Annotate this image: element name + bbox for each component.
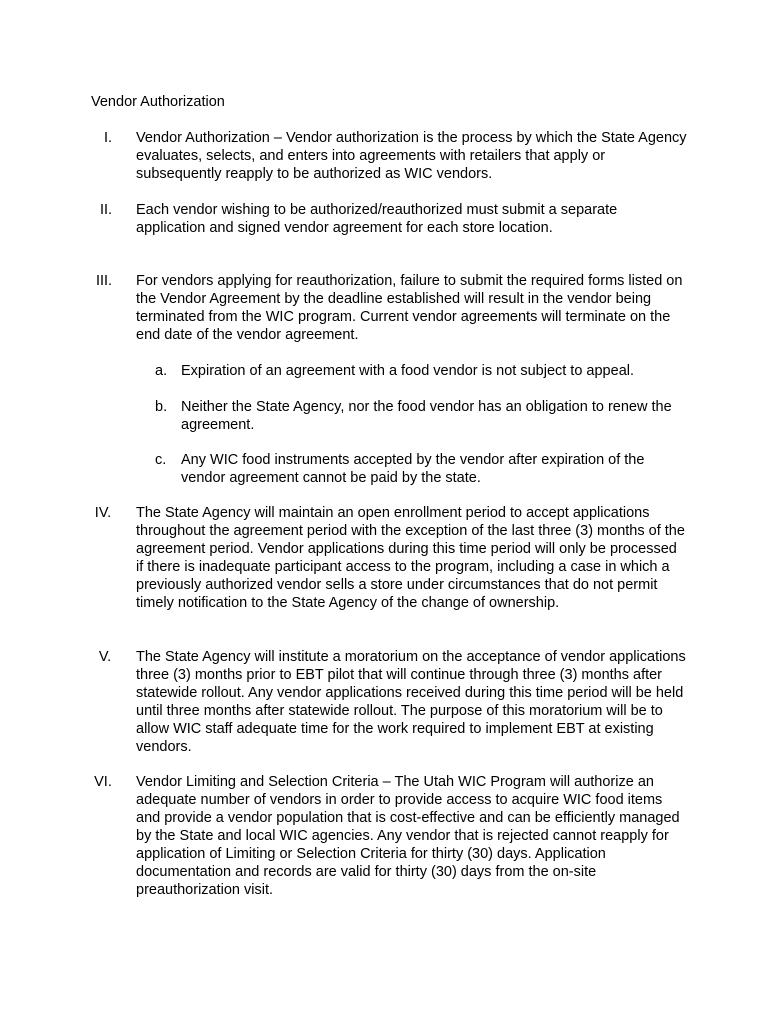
section-numeral: V. [98, 649, 112, 665]
section-text: The State Agency will institute a moratorium on the acceptance of vendor applications three (3) months prior to EBT pilot that will continue through three (3) months after statewide rollout. Any vendor applications received during this time period will be held until three months after statewide rollout. The purpose of this moratorium will be to allow WIC staff adequate time for the work required to implement EBT at existing vendors. [136, 649, 686, 755]
section-text: Vendor Authorization – Vendor authorization is the process by which the State Agency evaluates, selects, and enters into agreements with retailers that apply or subsequently reapply to be authorized as WIC vendors. [136, 130, 687, 182]
subitem-text: Any WIC food instruments accepted by the vendor after expiration of the vendor agreement cannot be paid by the state. [181, 452, 645, 486]
subitem-text: Expiration of an agreement with a food vendor is not subject to appeal. [181, 363, 635, 379]
subitem-letter: c. [155, 452, 167, 468]
section-text: The State Agency will maintain an open enrollment period to accept applications throughout the agreement period with the exception of the last three (3) months of the agreement period. Vendor applications during this time period will only be processed if there is inadequate participant access to the program, including a case in which a previously authorized vendor sells a store under circumstances that do not permit timely notification to the State Agency of the change of ownership. [136, 505, 685, 611]
section-numeral: VI. [94, 774, 112, 790]
page-title: Vendor Authorization [91, 94, 225, 110]
section-numeral: IV. [94, 505, 112, 521]
section-text: Each vendor wishing to be authorized/reauthorized must submit a separate application and signed vendor agreement for each store location. [136, 202, 618, 236]
section-numeral: II. [99, 202, 113, 218]
section-text: For vendors applying for reauthorization, failure to submit the required forms listed on the Vendor Agreement by the deadline established will result in the vendor being terminated from the WIC program. Current vendor agreements will terminate on the end date of the vendor agreement. [136, 273, 683, 343]
section-numeral: III. [95, 273, 113, 289]
subitem-text: Neither the State Agency, nor the food vendor has an obligation to renew the agreement. [181, 399, 672, 433]
section-numeral: I. [103, 130, 113, 146]
section-text: Vendor Limiting and Selection Criteria – The Utah WIC Program will authorize an adequate number of vendors in order to provide access to acquire WIC food items and provide a vendor population that is cost-effective and can be efficiently managed by the State and local WIC agencies. Any vendor that is rejected cannot reapply for application of Limiting or Selection Criteria for thirty (30) days. Application documentation and records are valid for thirty (30) days from the on-site preauthorization visit. [136, 774, 680, 898]
subitem-letter: b. [155, 399, 168, 415]
subitem-letter: a. [155, 363, 168, 379]
